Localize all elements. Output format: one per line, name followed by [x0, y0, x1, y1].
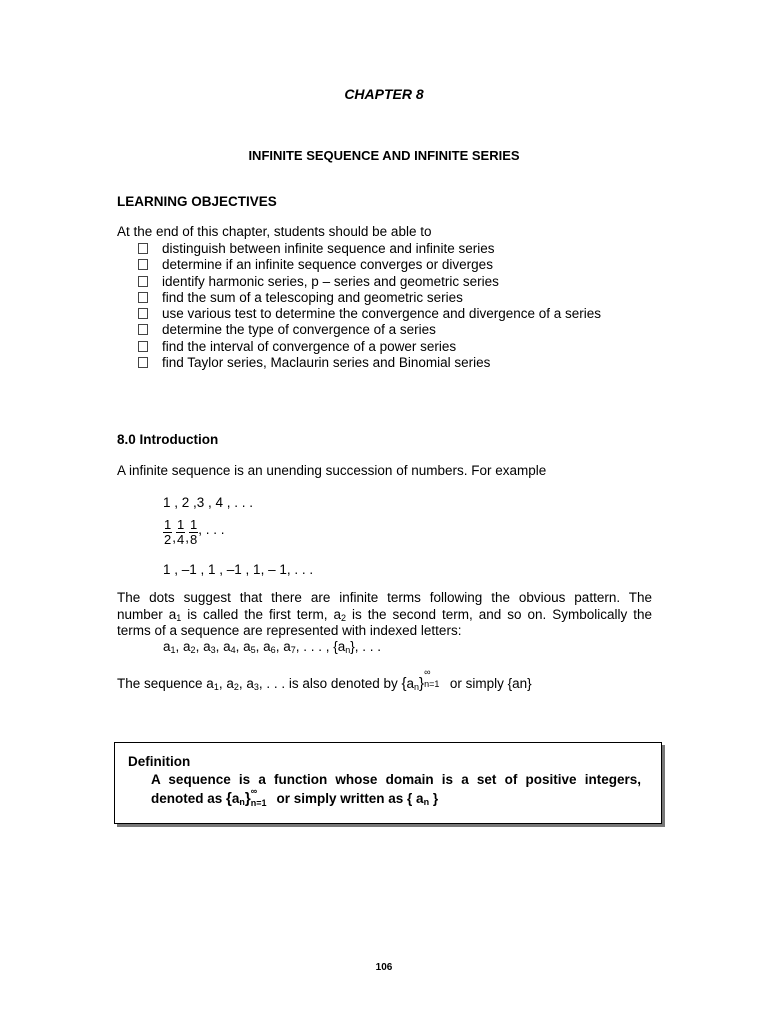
set-notation: $\{a_n\}$ ∞ n=1	[226, 786, 267, 808]
list-item: distinguish between infinite sequence and infinite series	[138, 241, 601, 257]
set-notation: $\{a_n\}$ ∞ n=1	[401, 667, 440, 692]
list-item: find the sum of a telescoping and geometric series	[138, 290, 601, 306]
checkbox-icon	[138, 324, 148, 335]
fraction: $\frac{1}{8}$	[190, 517, 198, 547]
objectives-list	[138, 241, 601, 371]
definition-title: Definition	[128, 754, 191, 769]
checkbox-icon	[138, 341, 148, 352]
checkbox-icon	[138, 357, 148, 368]
list-item: find Taylor series, Maclaurin series and Binomial series	[138, 355, 601, 371]
checkbox-icon	[138, 292, 148, 303]
list-item: determine if an infinite sequence converges or diverges	[138, 257, 601, 273]
definition-box	[114, 742, 662, 824]
list-item: determine the type of convergence of a series	[138, 322, 601, 338]
learning-objectives-intro: At the end of this chapter, students should be able to	[117, 224, 432, 239]
checkbox-icon	[138, 243, 148, 254]
introduction-text: A infinite sequence is an unending succession of numbers. For example	[117, 463, 547, 478]
list-item: find the interval of convergence of a power series	[138, 339, 601, 355]
example-sequence-2: $\frac{1}{2}$ , $\frac{1}{4}$ , $\frac{1}{8}$ , . . .	[164, 517, 225, 547]
definition-body: A sequence is a function whose domain is a set of positive integers, denoted as $\{a_n\}$ ∞ n=1 or simply written as { $a_n$ }	[151, 772, 641, 808]
sequence-notation-line: The sequence $a_1$, $a_2$, $a_3$, . . . is also denoted by $\{a_n\}$ ∞ n=1 or simply {an}	[117, 667, 532, 692]
fraction: $\frac{1}{4}$	[177, 517, 185, 547]
fraction: $\frac{1}{2}$	[164, 517, 172, 547]
chapter-title: INFINITE SEQUENCE AND INFINITE SERIES	[248, 148, 520, 163]
chapter-label: CHAPTER 8	[344, 86, 424, 102]
example-sequence-3: 1 , –1 , 1 , –1 , 1, – 1, . . .	[163, 562, 314, 577]
example-sequence-1: 1 , 2 ,3 , 4 , . . .	[163, 495, 254, 510]
list-item: use various test to determine the convergence and divergence of a series	[138, 306, 601, 322]
introduction-heading: 8.0 Introduction	[117, 432, 219, 447]
learning-objectives-heading: LEARNING OBJECTIVES	[117, 194, 277, 209]
checkbox-icon	[138, 308, 148, 319]
checkbox-icon	[138, 259, 148, 270]
page-number: 106	[375, 962, 393, 973]
checkbox-icon	[138, 276, 148, 287]
list-item: identify harmonic series, p – series and geometric series	[138, 274, 601, 290]
introduction-paragraph: The dots suggest that there are infinite terms following the obvious pattern. The number $a_1$ is called the first term, $a_2$ is the second term, and so on. Symbolically the terms of a sequence are represented with indexed letters:	[117, 590, 652, 638]
indexed-terms: $a_1$, $a_2$, $a_3$, $a_4$, $a_5$, $a_6$, $a_7$, . . . , $\{a_n\}$, . . .	[163, 639, 382, 655]
